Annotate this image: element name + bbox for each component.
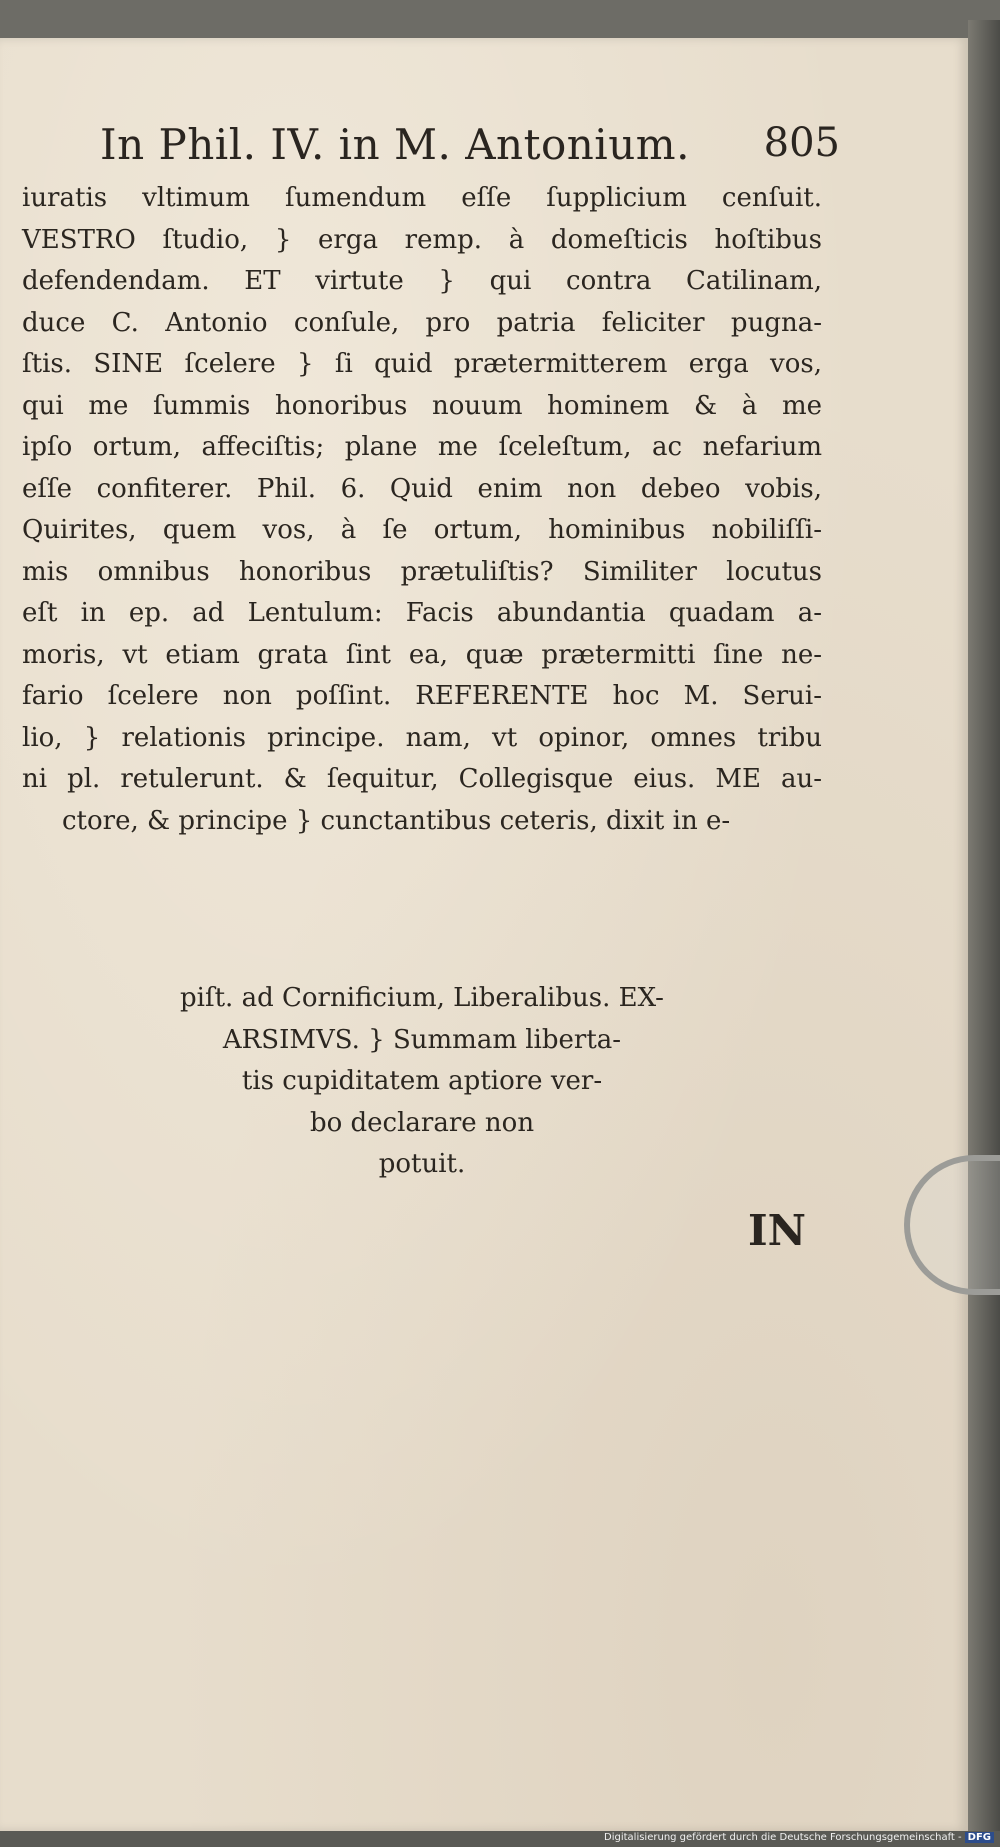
text-line: ipſo ortum, affeciſtis; plane me ſceleſtum, ac nefarium xyxy=(22,432,822,462)
credit-text: Digitalisierung gefördert durch die Deutsche Forschungsgemeinschaft - xyxy=(604,1832,962,1843)
page-header xyxy=(100,120,840,180)
text-line: defendendam. ET virtute } qui contra Catilinam, xyxy=(22,266,822,296)
tail-line: piſt. ad Cornificium, Liberalibus. EX- xyxy=(180,983,664,1013)
text-line: lio, } relationis principe. nam, vt opinor, omnes tribu xyxy=(22,722,822,753)
tail-line: ARSIMVS. } Summam liberta- xyxy=(222,1024,622,1055)
text-line: VESTRO ſtudio, } erga remp. à domeſticis hoſtibus xyxy=(22,224,822,255)
digitization-credit xyxy=(604,1832,994,1843)
text-line: mis omnibus honoribus prætuliſtis? Similiter locutus xyxy=(22,556,822,587)
text-line: ni pl. retulerunt. & ſequitur, Collegisque eius. ME au- xyxy=(22,764,822,794)
text-line: ſtis. SINE ſcelere } ſi quid prætermitterem erga vos, xyxy=(22,349,822,379)
text-line: ctore, & principe } cunctantibus ceteris, dixit in e- xyxy=(62,805,731,836)
catchword: IN xyxy=(748,1206,807,1255)
text-line: qui me ſummis honoribus nouum hominem & à me xyxy=(22,390,822,421)
text-line: iuratis vltimum ſumendum eſſe ſupplicium cenſuit. xyxy=(22,183,822,213)
text-line: fario ſcelere non poſſint. REFERENTE hoc M. Serui- xyxy=(22,681,822,711)
text-line: eſt in ep. ad Lentulum: Facis abundantia quadam a- xyxy=(22,598,822,628)
running-head: In Phil. IV. in M. Antonium. xyxy=(100,120,690,169)
text-line: moris, vt etiam grata ſint ea, quæ prætermitti ſine ne- xyxy=(22,639,822,670)
tail-line: tis cupiditatem aptiore ver- xyxy=(241,1066,603,1096)
book-page-edges xyxy=(968,20,1000,1831)
commentary-text xyxy=(22,178,822,1179)
book-page xyxy=(0,38,968,1831)
dfg-logo: DFG xyxy=(965,1832,994,1843)
tail-line: potuit. xyxy=(378,1149,466,1179)
text-line: duce C. Antonio conſule, pro patria feliciter pugna- xyxy=(22,307,822,338)
tail-line: bo declarare non xyxy=(309,1107,535,1138)
text-line: eſſe confiterer. Phil. 6. Quid enim non debeo vobis, xyxy=(22,473,822,504)
text-line: Quirites, quem vos, à ſe ortum, hominibus nobiliſſi- xyxy=(22,515,822,545)
book-top-edge xyxy=(0,0,1000,38)
page-number: 805 xyxy=(763,120,840,166)
tailpiece-text xyxy=(22,978,822,1186)
